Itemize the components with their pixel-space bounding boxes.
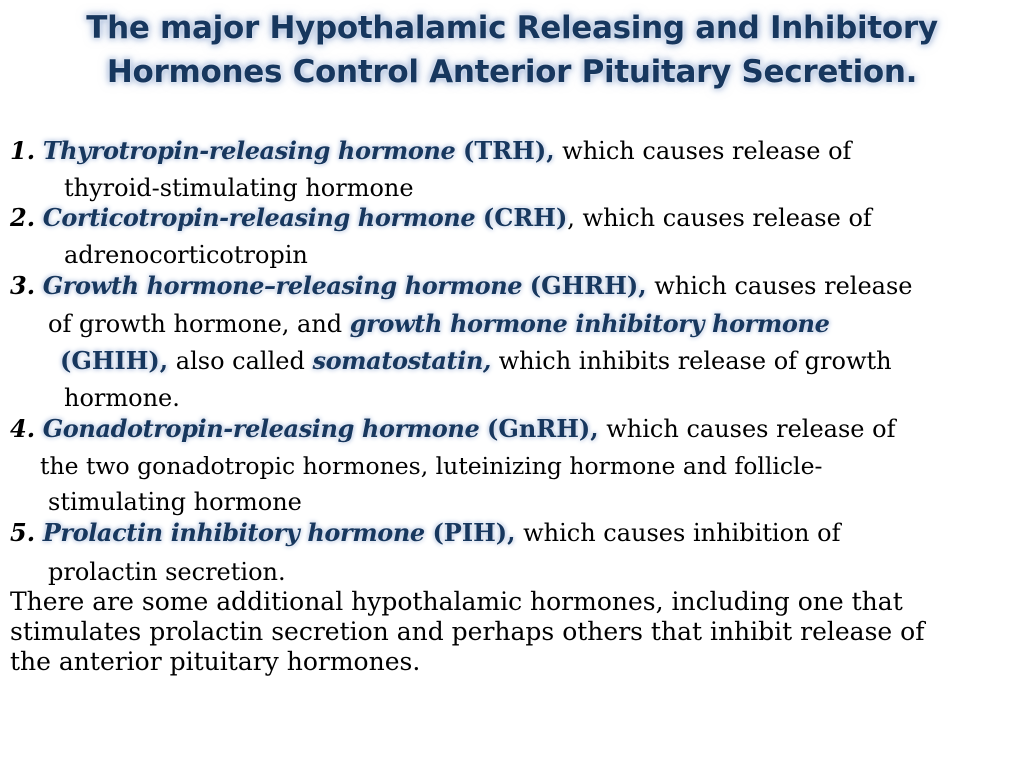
item-5-line-2 (48, 557, 286, 587)
item-3-line-4 (64, 383, 180, 413)
item-text: adrenocorticotropin (64, 241, 308, 269)
title-line-1: The major Hypothalamic Releasing and Inhibitory (86, 10, 938, 46)
item-3-line-1 (10, 271, 913, 301)
item-number: 5. (10, 518, 36, 547)
item-text: prolactin secretion. (48, 558, 286, 586)
item-text: of growth hormone, and (48, 310, 350, 338)
item-2-line-2 (64, 240, 308, 270)
hormone-name: Prolactin inhibitory hormone (42, 518, 425, 547)
hormone-name: Growth hormone–releasing hormone (42, 271, 523, 300)
hormone-name: Corticotropin-releasing hormone (42, 203, 476, 232)
item-text: which causes release of (554, 137, 852, 165)
item-5-line-1 (10, 518, 840, 548)
hormone-abbreviation: (TRH), (463, 136, 555, 165)
item-text: stimulating hormone (48, 488, 302, 516)
item-3-line-2 (48, 309, 829, 339)
item-1-line-1 (10, 136, 851, 166)
hormone-name: Gonadotropin-releasing hormone (42, 414, 480, 443)
item-number: 2. (10, 203, 36, 232)
item-text: also called (168, 347, 313, 375)
hormone-abbreviation: (PIH), (432, 518, 516, 547)
closing-line-2: stimulates prolactin secretion and perhaps others that inhibit release of (10, 617, 925, 646)
item-4-line-1 (10, 414, 895, 444)
hormone-name: Thyrotropin-releasing hormone (42, 136, 456, 165)
item-text: which causes inhibition of (515, 519, 841, 547)
item-text: which inhibits release of growth (490, 347, 892, 375)
hormone-abbreviation: (GnRH), (486, 414, 599, 443)
item-text: the two gonadotropic hormones, luteinizing hormone and follicle- (40, 452, 823, 480)
item-number: 3. (10, 271, 36, 300)
title-line-2: Hormones Control Anterior Pituitary Secretion. (106, 54, 918, 90)
hormone-abbreviation: (CRH) (482, 203, 568, 232)
item-text: hormone. (64, 384, 180, 412)
item-2-line-1 (10, 203, 872, 233)
hormone-name: somatostatin, (312, 346, 491, 375)
item-number: 1. (10, 136, 36, 165)
hormone-abbreviation: (GHRH), (529, 271, 647, 300)
item-text: thyroid-stimulating hormone (64, 174, 414, 202)
item-text: which causes release of (598, 415, 896, 443)
item-text: which causes release (646, 272, 913, 300)
item-3-line-3 (60, 346, 892, 376)
hormone-name: growth hormone inhibitory hormone (349, 309, 830, 338)
item-4-line-2 (40, 451, 822, 481)
hormone-abbreviation: (GHIH), (60, 346, 169, 375)
item-text: , which causes release of (567, 204, 872, 232)
item-number: 4. (10, 414, 36, 443)
item-1-line-2 (64, 173, 414, 203)
closing-line-1: There are some additional hypothalamic hormones, including one that (10, 587, 903, 616)
closing-line-3: the anterior pituitary hormones. (10, 647, 421, 676)
item-4-line-3 (48, 487, 302, 517)
